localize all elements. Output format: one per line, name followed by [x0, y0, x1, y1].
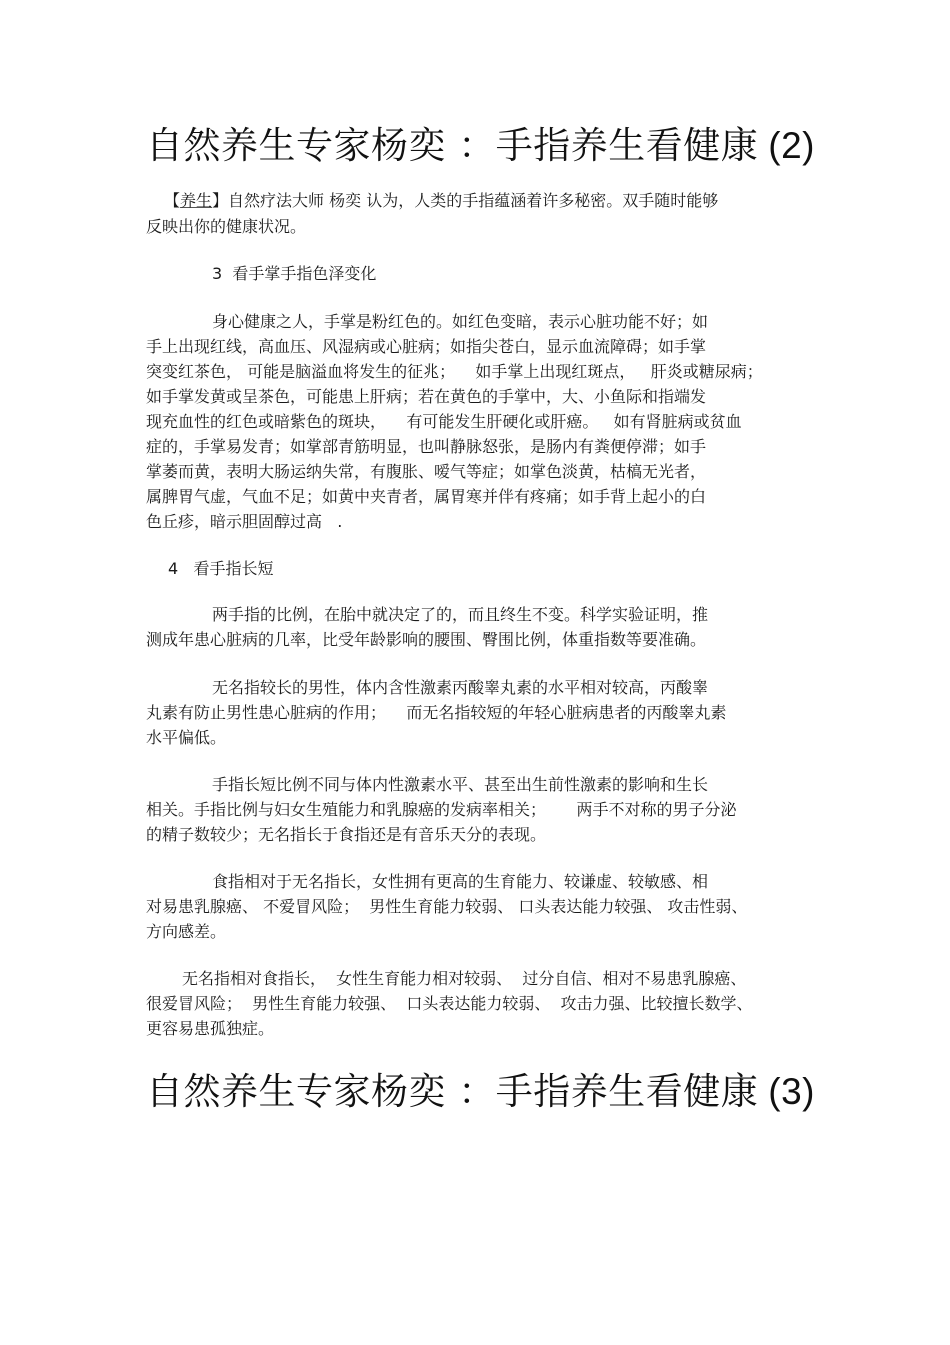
section-3-line: 症的，手掌易发青；如掌部青筋明显，也叫静脉怒张，是肠内有粪便停滞；如手 — [146, 437, 707, 456]
intro-text: 】自然疗法大师 杨奕 认为，人类的手指蕴涵着许多秘密。双手随时能够 — [212, 191, 719, 210]
section-3-line: 属脾胃气虚，气血不足；如黄中夹青者，属胃寒并伴有疼痛；如手背上起小的白 — [146, 487, 707, 506]
section-4-p3-line: 相关。手指比例与妇女生殖能力和乳腺癌的发病率相关； 两手不对称的男子分泌 — [146, 800, 737, 819]
section-3-line: 掌萎而黄，表明大肠运纳失常，有腹胀、嗳气等症；如掌色淡黄，枯槁无光者， — [146, 462, 707, 481]
intro-line-1 — [164, 191, 718, 211]
section-3-line: 色丘疹，暗示胆固醇过高 . — [146, 512, 343, 531]
section-3-line: 现充血性的红色或暗紫色的斑块， 有可能发生肝硬化或肝癌。 如有肾脏病或贫血 — [146, 412, 742, 431]
section-4-p3-line: 手指长短比例不同与体内性激素水平、甚至出生前性激素的影响和生长 — [212, 775, 709, 794]
section-3-line: 如手掌发黄或呈茶色，可能患上肝病；若在黄色的手掌中，大、小鱼际和指端发 — [146, 387, 707, 406]
section-4-p1-line: 测成年患心脏病的几率，比受年龄影响的腰围、臀围比例，体重指数等要准确。 — [146, 630, 707, 649]
intro-bracket: 【 — [164, 191, 181, 210]
section-4-p2-line: 丸素有防止男性患心脏病的作用； 而无名指较短的年轻心脏病患者的丙酸睾丸素 — [146, 703, 727, 722]
title-number: (3) — [768, 1071, 815, 1112]
section-4-p2-line: 水平偏低。 — [146, 728, 227, 747]
section-4-p4-line: 食指相对于无名指长，女性拥有更高的生育能力、较谦虚、较敏感、相 — [212, 872, 709, 891]
section-4-p5-line: 无名指相对食指长， 女性生育能力相对较弱、 过分自信、相对不易患乳腺癌、 — [182, 969, 747, 988]
section-4-p4-line: 方向感差。 — [146, 922, 227, 941]
title-text: 自然养生专家杨奕 ：手指养生看健康 — [146, 1070, 759, 1113]
section-4-p5-line: 很爱冒风险； 男性生育能力较强、 口头表达能力较弱、 攻击力强、比较擅长数学、 — [146, 994, 753, 1013]
intro-tag-link[interactable]: 养生 — [180, 191, 213, 210]
next-page-title — [146, 1070, 815, 1114]
section-3-line: 身心健康之人，手掌是粉红色的。如红色变暗，表示心脏功能不好；如 — [212, 312, 709, 331]
section-3-heading: 3 看手掌手指色泽变化 — [212, 264, 377, 283]
section-3-line: 突变红茶色， 可能是脑溢血将发生的征兆； 如手掌上出现红斑点， 肝炎或糖尿病； — [146, 362, 763, 381]
title-number: (2) — [768, 125, 815, 166]
section-4-p5-line: 更容易患孤独症。 — [146, 1019, 275, 1038]
section-4-p1-line: 两手指的比例，在胎中就决定了的，而且终生不变。科学实验证明，推 — [212, 605, 709, 624]
section-4-p2-line: 无名指较长的男性，体内含性激素丙酸睾丸素的水平相对较高，丙酸睾 — [212, 678, 709, 697]
section-4-p4-line: 对易患乳腺癌、 不爱冒风险； 男性生育能力较弱、 口头表达能力较强、 攻击性弱、 — [146, 897, 748, 916]
page-title — [146, 124, 815, 168]
section-4-p3-line: 的精子数较少；无名指长于食指还是有音乐天分的表现。 — [146, 825, 547, 844]
title-text: 自然养生专家杨奕 ：手指养生看健康 — [146, 124, 759, 167]
section-3-line: 手上出现红线，高血压、风湿病或心脏病；如指尖苍白，显示血流障碍；如手掌 — [146, 337, 707, 356]
section-4-heading: 4 看手指长短 — [168, 559, 274, 578]
intro-line-2: 反映出你的健康状况。 — [146, 217, 307, 236]
